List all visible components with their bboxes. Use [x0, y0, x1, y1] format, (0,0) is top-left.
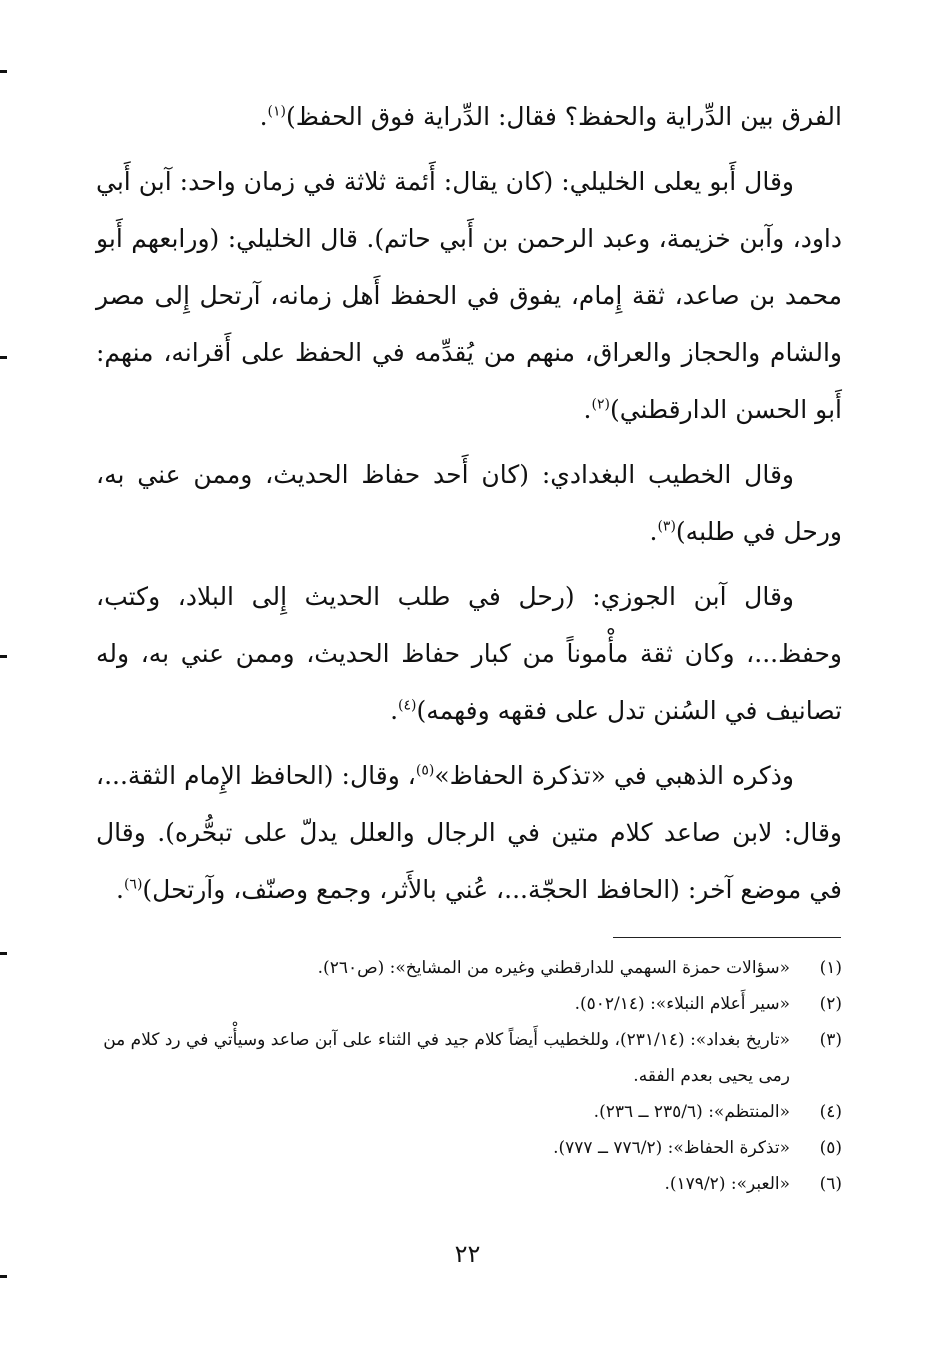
footnote-item — [80, 1094, 842, 1130]
paragraph-1 — [96, 88, 842, 145]
scan-margin-mark — [0, 70, 7, 73]
footnote-number: (٣) — [819, 1030, 842, 1050]
paragraph-tail: . — [116, 875, 124, 904]
scan-margin-mark — [0, 952, 7, 955]
footnote-text: «سير أَعلام النبلاء»: (٥٠٢/١٤). — [574, 994, 790, 1014]
paragraph-text-cont: ، وقال: (الحافظ الإِمام الثقة...، وقال: لابن صاعد كلام متين في الرجال والعلل يدلّ على تبحُّره). وقال في موضع آخر: (الحافظ الحجّة...، عُني بالأَثر، وجمع وصنّف، وآرتحل) — [96, 761, 842, 904]
footnote-number: (٥) — [819, 1138, 842, 1158]
footnote-ref[interactable]: (٣) — [657, 518, 676, 535]
paragraph-text: وذكره الذهبي في «تذكرة الحفاظ» — [434, 761, 794, 790]
paragraph-tail: . — [583, 395, 592, 424]
footnote-number: (٤) — [819, 1102, 842, 1122]
footnote-text: «تاريخ بغداد»: (٢٣١/١٤)، وللخطيب أَيضاً كلام جيد في الثناء على آبن صاعد وسيأْتي في رد كلام من رمى يحيى بعدم الفقه. — [103, 1030, 790, 1086]
footnote-ref[interactable]: (٤) — [398, 697, 417, 714]
footnote-ref[interactable]: (٥) — [415, 762, 435, 779]
paragraph-tail: . — [390, 696, 399, 725]
footnote-number: (٢) — [819, 994, 842, 1014]
footnote-item — [80, 1166, 842, 1202]
footnote-number: (٦) — [819, 1174, 842, 1194]
scan-margin-mark — [0, 655, 7, 658]
footnote-item — [80, 1130, 842, 1166]
paragraph-text: وقال الخطيب البغدادي: (كان أَحد حفاظ الحديث، وممن عني به، ورحل في طلبه) — [96, 460, 842, 546]
footnote-text: «العبر»: (١٧٩/٢). — [664, 1174, 790, 1194]
footnote-text: «المنتظم»: (٢٣٥/٦ ــ ٢٣٦). — [593, 1102, 790, 1122]
scan-margin-mark — [0, 356, 7, 359]
paragraph-tail: . — [259, 102, 268, 131]
footnote-ref[interactable]: (١) — [267, 103, 286, 120]
footnote-text: «سؤالات حمزة السهمي للدارقطني وغيره من المشايخ»: (ص٢٦٠). — [317, 958, 790, 978]
footnote-number: (١) — [819, 958, 842, 978]
footnote-ref[interactable]: (٦) — [123, 876, 143, 893]
footnote-item — [80, 986, 842, 1022]
main-text — [96, 88, 842, 918]
footnote-text: «تذكرة الحفاظ»: (٧٧٦/٢ ــ ٧٧٧). — [553, 1138, 790, 1158]
paragraph-text: وقال أَبو يعلى الخليلي: (كان يقال: أَئمة ثلاثة في زمان واحد: آبن أَبي داود، وآبن خزيمة، وعبد الرحمن بن أَبي حاتم). قال الخليلي: (ورابعهم أَبو محمد بن صاعد، ثقة إِمام، يفوق في الحفظ أَهل زمانه، آرتحل إِلى مصر والشام والحجاز والعراق، منهم من يُقدِّمه في الحفظ على أَقرانه، منهم: أَبو الحسن الدارقطني) — [96, 167, 842, 424]
footnote-item — [80, 1022, 842, 1094]
footnotes — [80, 950, 842, 1202]
paragraph-text: الفرق بين الدِّراية والحفظ؟ فقال: الدِّراية فوق الحفظ) — [285, 102, 842, 131]
page-number: ٢٢ — [454, 1240, 481, 1268]
paragraph-text: وقال آبن الجوزي: (رحل في طلب الحديث إِلى البلاد، وكتب، وحفظ...، وكان ثقة مأْموناً من كبار حفاظ الحديث، وممن عني به، وله تصانيف في السُنن تدل على فقهه وفهمه) — [96, 582, 842, 725]
paragraph-4 — [96, 568, 842, 739]
paragraph-5 — [96, 747, 842, 918]
footnote-separator — [613, 937, 841, 938]
scan-margin-mark — [0, 1275, 7, 1278]
paragraph-tail: . — [649, 517, 658, 546]
footnote-item — [80, 950, 842, 986]
footnote-ref[interactable]: (٢) — [591, 396, 610, 413]
paragraph-3 — [96, 446, 842, 560]
paragraph-2 — [96, 153, 842, 438]
